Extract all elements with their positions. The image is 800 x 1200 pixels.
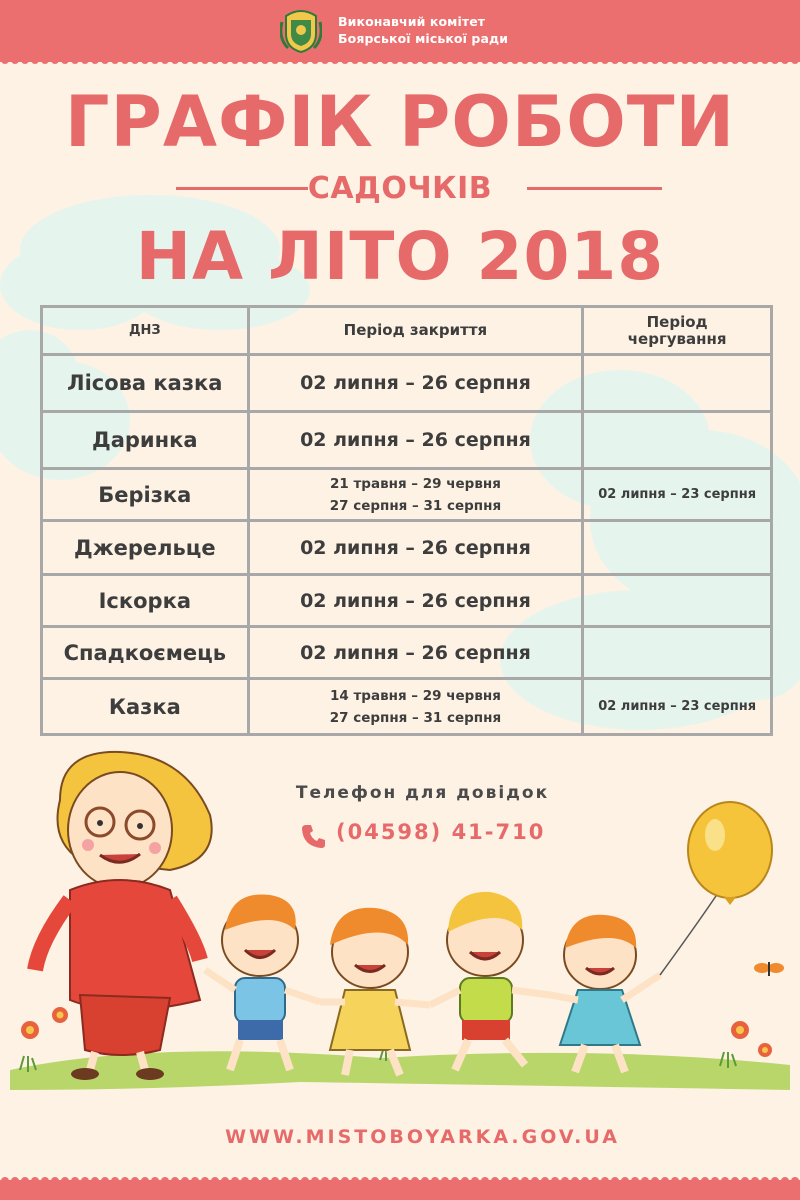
phone-label: Телефон для довідок: [295, 783, 550, 803]
kindergarten-name: Спадкоємець: [42, 627, 249, 679]
header-scallop: [0, 60, 800, 68]
kindergarten-name: Даринка: [42, 412, 249, 469]
closure-period-line-1: 14 травня – 29 червня: [329, 687, 501, 704]
closure-period: 02 липня – 26 серпня: [248, 627, 583, 679]
poster-subtitle: САДОЧКІВ: [307, 171, 493, 206]
kindergarten-name: Джерельце: [42, 521, 249, 575]
duty-period: 02 липня – 23 серпня: [583, 679, 772, 735]
table-row: [42, 412, 772, 469]
organization-line-1: Виконавчий комітет: [338, 14, 486, 29]
subtitle-rule-right: [527, 187, 662, 190]
coat-of-arms-icon: [280, 8, 322, 54]
kindergarten-name: Казка: [42, 679, 249, 735]
table-row: [42, 627, 772, 679]
phone-number[interactable]: (04598) 41-710: [336, 820, 546, 844]
butterfly-icon: [754, 962, 784, 976]
closure-period: 02 липня – 26 серпня: [248, 575, 583, 627]
column-header-kindergarten: ДНЗ: [42, 307, 249, 355]
child-figure: [320, 908, 430, 1075]
table-row: [42, 575, 772, 627]
organization-name: [338, 13, 508, 47]
balloon-icon: [660, 802, 772, 975]
table-row: [42, 355, 772, 412]
footer-bar: [0, 1180, 800, 1200]
child-figure: [550, 915, 660, 1072]
closure-period-line-2: 27 серпня – 31 серпня: [329, 497, 502, 514]
child-figure: [205, 894, 320, 1070]
child-figure: [430, 892, 550, 1070]
kindergarten-name: Іскорка: [42, 575, 249, 627]
column-header-closure: Період закриття: [248, 307, 583, 355]
duty-period: [583, 627, 772, 679]
column-header-duty: Період чергування: [583, 307, 772, 355]
teacher-and-children-illustration: [0, 740, 800, 1170]
closure-period: 02 липня – 26 серпня: [248, 355, 583, 412]
closure-period-line-1: 21 травня – 29 червня: [329, 475, 501, 492]
table-row: [42, 469, 772, 521]
schedule-table: [40, 305, 773, 736]
poster-year-line: НА ЛІТО 2018: [135, 218, 665, 295]
closure-period: [248, 469, 583, 521]
kindergarten-name: Берізка: [42, 469, 249, 521]
phone-icon: [300, 822, 328, 850]
closure-period-line-2: 27 серпня – 31 серпня: [329, 709, 502, 726]
duty-period: [583, 412, 772, 469]
table-row: [42, 521, 772, 575]
duty-period: 02 липня – 23 серпня: [583, 469, 772, 521]
duty-period: [583, 521, 772, 575]
website-link[interactable]: WWW.MISTOBOYARKA.GOV.UA: [225, 1126, 620, 1148]
table-row: [42, 679, 772, 735]
closure-period: 02 липня – 26 серпня: [248, 412, 583, 469]
organization-line-2: Боярської міської ради: [338, 31, 509, 46]
closure-period: [248, 679, 583, 735]
table-header-row: [42, 307, 772, 355]
duty-period: [583, 575, 772, 627]
kindergarten-name: Лісова казка: [42, 355, 249, 412]
closure-period: 02 липня – 26 серпня: [248, 521, 583, 575]
duty-period: [583, 355, 772, 412]
poster-title: ГРАФІК РОБОТИ: [64, 81, 736, 163]
